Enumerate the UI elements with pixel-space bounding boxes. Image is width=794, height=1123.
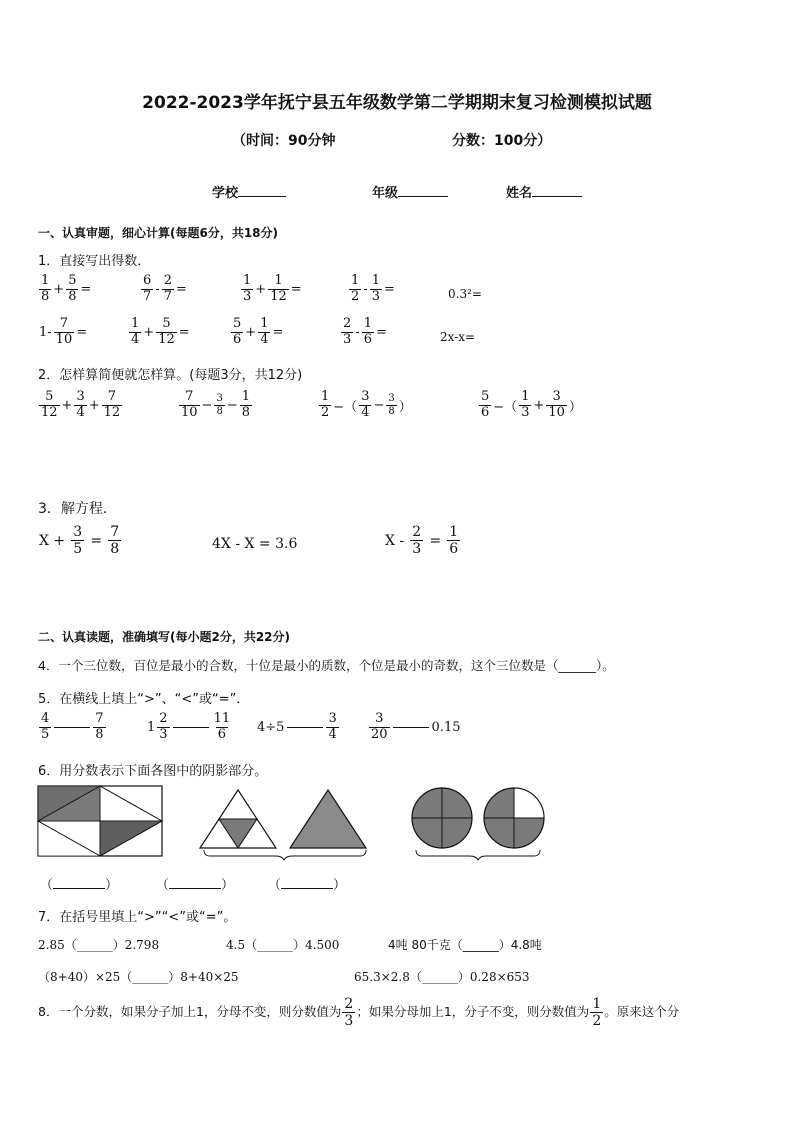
q2-item: $\frac{7}{10}$ − $\frac{3}{8}$ − $\frac{1}{8}$ <box>181 389 251 420</box>
q7-item: 2.85（______）2.798 <box>38 938 160 952</box>
q4-text: 4．一个三位数，百位是最小的合数，十位是最小的质数，个位是最小的奇数，这个三位数是（______）。 <box>38 658 615 673</box>
grade-label: 年级 <box>372 186 399 201</box>
time-label: （时间：90分钟 <box>232 133 336 149</box>
q1-item: 2x-x= <box>440 330 476 344</box>
q6-answer-blank[interactable]: （ ） <box>156 878 235 893</box>
score-label: 分数：100分） <box>452 133 552 149</box>
grade-field[interactable] <box>372 182 448 201</box>
school-field[interactable] <box>212 182 286 201</box>
rectangle-figure <box>38 786 162 856</box>
triangle-figure-2 <box>290 790 366 848</box>
q5-item: $\frac{4}{5}$ $\frac{7}{8}$ <box>41 711 104 742</box>
q6-figures <box>30 780 570 870</box>
q2-item: $\frac{5}{6}$ −（ $\frac{1}{3}$ + $\frac{3}{10}$ ） <box>481 389 582 420</box>
section2-heading: 二、认真读题，准确填写(每小题2分，共22分) <box>38 630 291 644</box>
q8-text: 8．一个分数，如果分子加上1，分母不变，则分数值为 $\frac{2}{3}$ ；如果分母加上1，分子不变，则分数值为 $\frac{1}{2}$ 。原来这个分 <box>38 996 680 1030</box>
q1-item: $\frac{1}{3}$ + $\frac{1}{12}$ = <box>243 273 302 304</box>
q6-prompt: 6．用分数表示下面各图中的阴影部分。 <box>38 764 268 779</box>
q6-answer-blank[interactable]: （ ） <box>268 878 347 893</box>
q7-prompt: 7．在括号里填上“>”“<”或“=”。 <box>38 910 237 925</box>
q2-prompt: 2．怎样算简便就怎样算。(每题3分，共12分) <box>38 368 303 383</box>
q5-item: 4÷5 $\frac{3}{4}$ <box>257 711 337 742</box>
q1-prompt: 1．直接写出得数． <box>38 254 151 269</box>
q1-item: $\frac{1}{8}$ + $\frac{5}{8}$ = <box>41 273 92 304</box>
circle-figure-1 <box>412 788 472 848</box>
q3-item: 4X - X = 3.6 <box>212 536 298 552</box>
brace-circles <box>416 850 540 860</box>
page-title: 2022-2023学年抚宁县五年级数学第二学期期末复习检测模拟试题 <box>142 93 652 113</box>
q7-item: 65.3×2.8（______）0.28×653 <box>354 970 530 984</box>
q1-item: $\frac{1}{4}$ + $\frac{5}{12}$ = <box>131 316 190 347</box>
q2-item: $\frac{5}{12}$ + $\frac{3}{4}$ + $\frac{7}{12}$ <box>41 389 121 420</box>
q7-item: （8+40）×25（______）8+40×25 <box>38 970 239 984</box>
q7-item: 4吨 80千克（______）4.8吨 <box>388 938 542 952</box>
q7-item: 4.5（______）4.500 <box>226 938 340 952</box>
circle-figure-2 <box>484 788 544 848</box>
q2-item: $\frac{1}{2}$ −（ $\frac{3}{4}$ − $\frac{3}{8}$ ） <box>321 389 412 420</box>
q1-item: $\frac{1}{2}$ - $\frac{1}{3}$ = <box>351 273 395 304</box>
q1-item: 0.3²= <box>448 287 482 301</box>
q1-item: $\frac{6}{7}$ - $\frac{2}{7}$ = <box>143 273 187 304</box>
q5-prompt: 5．在横线上填上“>”、“<”或“=”． <box>38 692 250 707</box>
q3-item: X + $\frac{3}{5}$ = $\frac{7}{8}$ <box>39 524 120 558</box>
q1-item: $\frac{2}{3}$ - $\frac{1}{6}$ = <box>343 316 387 347</box>
school-label: 学校 <box>212 186 239 201</box>
name-label: 姓名 <box>506 186 533 201</box>
q1-item: 1- $\frac{7}{10}$ = <box>39 316 88 347</box>
q3-item: X - $\frac{2}{3}$ = $\frac{1}{6}$ <box>385 524 459 558</box>
q3-prompt: 3．解方程． <box>38 501 117 517</box>
q1-item: $\frac{5}{6}$ + $\frac{1}{4}$ = <box>233 316 284 347</box>
section1-heading: 一、认真审题，细心计算(每题6分，共18分) <box>38 226 279 240</box>
q6-answer-blank[interactable]: （ ） <box>40 878 119 893</box>
brace-triangles <box>204 850 366 860</box>
q5-item: 1 $\frac{2}{3}$ $\frac{11}{6}$ <box>147 711 231 742</box>
name-field[interactable] <box>506 182 582 201</box>
q5-item: $\frac{3}{20}$ 0.15 <box>371 711 461 742</box>
triangle-figure-1 <box>200 790 276 848</box>
